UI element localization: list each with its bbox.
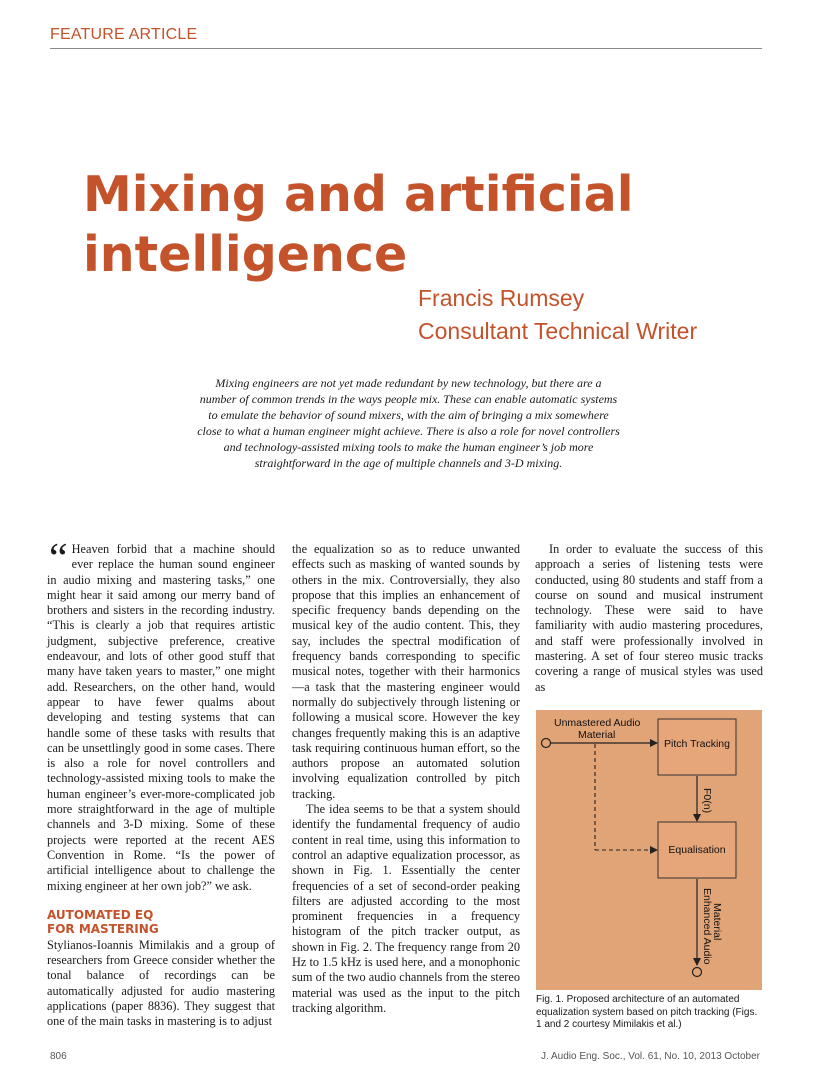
figure-1-caption: Fig. 1. Proposed architecture of an automated equalization system based on pitch tracking (Figs. 1 and 2 courtesy Mimilakis et al.) [536, 994, 758, 1030]
author-block [418, 282, 697, 348]
opening-quote-mark: “ [49, 536, 68, 582]
section-heading-automated-eq [47, 908, 275, 936]
article-title: Mixing and artificial intelligence [83, 166, 634, 283]
output-label-line-1: Enhanced Audio [701, 888, 713, 965]
figure-1-diagram [536, 710, 762, 990]
body-paragraph: Stylianos-Ioannis Mimilakis and a group of researchers from Greece consider whether the tonal balance of recordings can be automatically adjusted for audio mastering applications (paper 8836). They suggest that one of the main tasks in mastering is to adjust [47, 937, 275, 1029]
body-paragraph: The idea seems to be that a system should identify the fundamental frequency of audio content in real time, using this information to control an adaptive equalization processor, as shown in Fig. 1. Essentially the center frequencies of a set of second-order peaking filters are adjusted according to the most prominent frequencies in a frequency histogram of the pitch tracker output, as shown in Fig. 2. The frequency range from 20 Hz to 1.5 kHz is used here, and a monophonic sum of the two audio channels from the stereo material was used as the input to the pitch tracking algorithm. [292, 802, 520, 1015]
body-paragraph: the equalization so as to reduce unwanted effects such as masking of wanted sounds by others in the mix. Controversially, they also propose that this implies an enhancement of specific frequency bands depending on the musical key of the audio content. This, they say, includes the spectral modification of frequency bands corresponding to specific musical notes, together with their harmonics—a task that the mastering engineer would normally do subjectively through listening or following a musical score. However the key changes frequently making this is an adaptive task requiring continuous human effort, so the authors propose an automated solution involving equalization controlled by pitch tracking. [292, 542, 520, 801]
intro-paragraph-text: Heaven forbid that a machine should ever replace the human sound engineer in audio mixing and mastering tasks,” one might hear it said among our merry band of brothers and sisters in the recording industry. “This is clearly a job that requires artistic judgment, subjective preference, creative endeavour, and lots of other good stuff that many have taken years to master,” one might add. Researchers, on the other hand, would appear to have fewer qualms about developing and testing systems that can handle some of these tasks with results that can be unsettlingly good in some cases. There is also a role for novel controllers and technology-assisted mixing tools to make the human engineer’s ever-more-complicated job more straightforward in the age of multiple channels and 3-D mixing. Some of these projects were reported at the recent AES Convention in Rome. “Is the power of artificial intelligence about to challenge the mixing engineer at her own job?” we ask. [47, 542, 275, 893]
f0-label: F0(n) [701, 788, 713, 814]
header-rule [50, 48, 762, 49]
input-label-line-2: Material [578, 729, 616, 741]
output-label-line-2: Material [711, 903, 723, 941]
input-terminal [542, 739, 551, 748]
section-heading-line-1: AUTOMATED EQ [47, 907, 154, 922]
output-terminal [693, 968, 702, 977]
body-column-3 [535, 542, 763, 695]
author-role: Consultant Technical Writer [418, 318, 698, 344]
author-name: Francis Rumsey [418, 285, 585, 311]
body-paragraph: In order to evaluate the success of this approach a series of listening tests were conducted, using 80 students and staff from a course on sound and musical instrument technology. These were said to have familiarity with audio mastering procedures, and staff were professionally involved in mastering. A set of four stereo music tracks covering a range of musical styles was used as [535, 542, 763, 694]
input-label-line-1: Unmastered Audio [554, 717, 641, 729]
body-column-2 [292, 542, 520, 1016]
equalisation-label: Equalisation [668, 844, 726, 856]
figure-1-svg [536, 710, 762, 990]
pitch-tracking-label: Pitch Tracking [664, 738, 730, 750]
page-number: 806 [50, 1051, 67, 1062]
section-label: FEATURE ARTICLE [50, 26, 198, 43]
section-heading-line-2: FOR MASTERING [47, 921, 159, 936]
article-abstract: Mixing engineers are not yet made redundant by new technology, but there are a number of common trends in the ways people mix. These can enable automatic systems to emulate the behavior of sound mixers, with the aim of bringing a mix somewhere close to what a human engineer might achieve. There is also a role for novel controllers and technology-assisted mixing tools to make the human engineer’s job more straightforward in the age of multiple channels and 3-D mixing. [197, 376, 620, 470]
body-column-1 [47, 536, 275, 1030]
intro-paragraph [47, 536, 275, 894]
journal-reference: J. Audio Eng. Soc., Vol. 61, No. 10, 2013 October [540, 1051, 760, 1062]
